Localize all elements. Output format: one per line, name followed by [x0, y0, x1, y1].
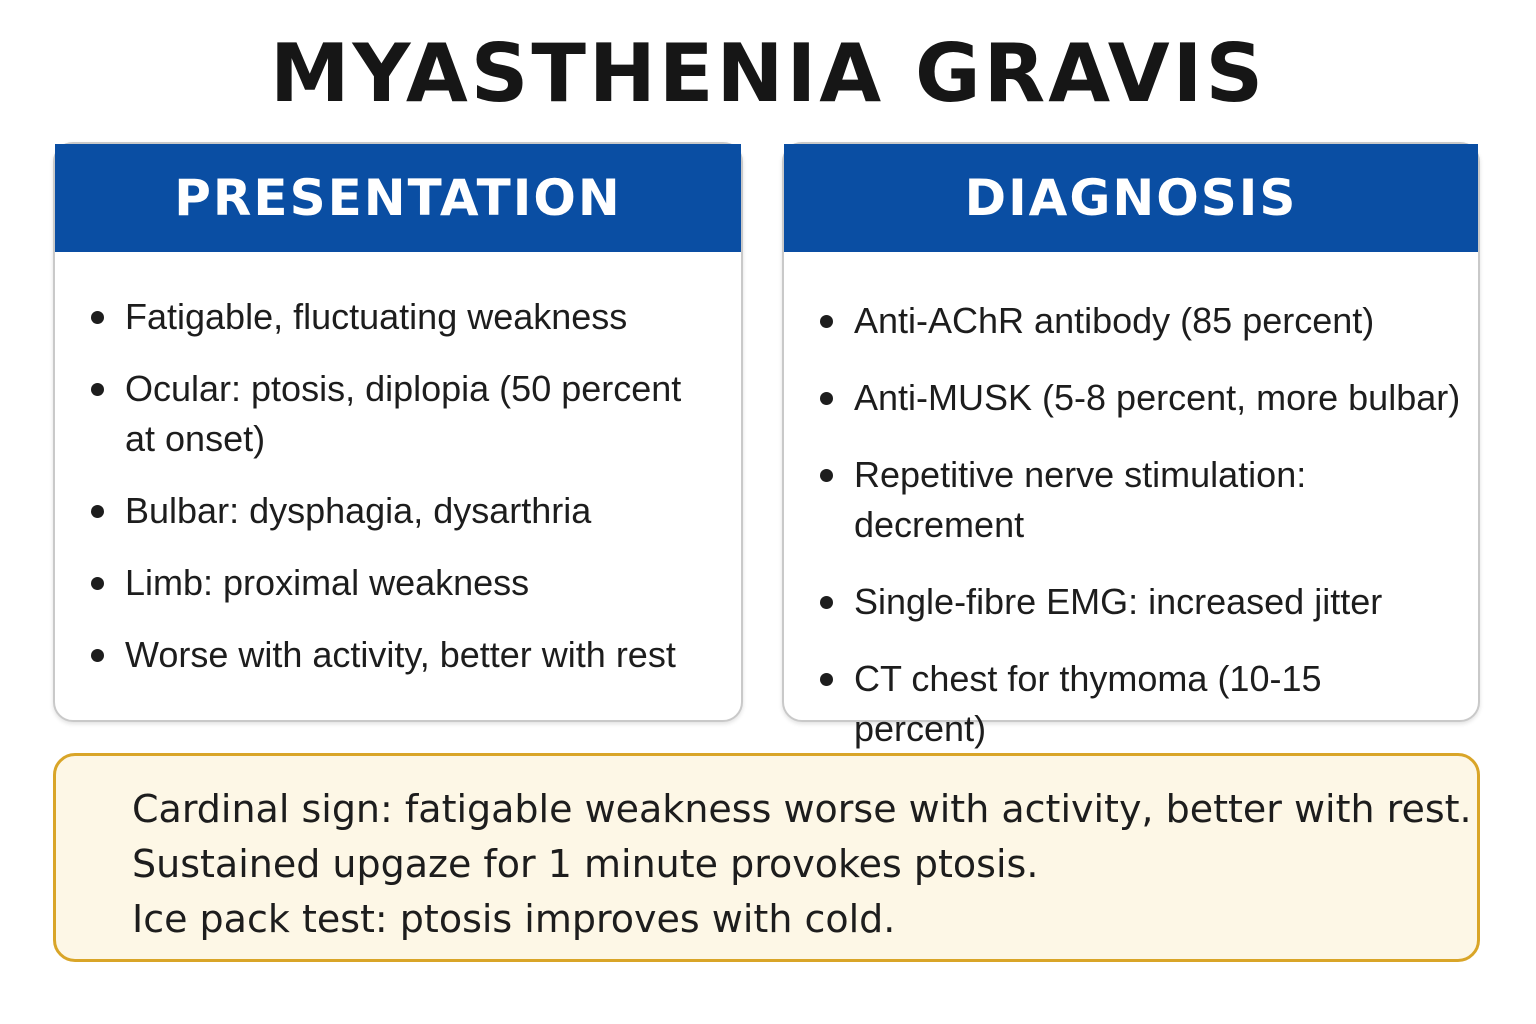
list-item [125, 486, 725, 536]
list-item-text: Single-fibre EMG: increased jitter [854, 581, 1383, 622]
bullet-icon [820, 392, 833, 405]
bullet-icon [91, 383, 104, 396]
presentation-list [55, 252, 741, 680]
list-item [125, 292, 725, 342]
list-item-text: Limb: proximal weakness [125, 562, 530, 603]
diagnosis-header: DIAGNOSIS [784, 144, 1478, 252]
bullet-icon [820, 673, 833, 686]
list-item [854, 654, 1462, 754]
list-item-text: Fatigable, fluctuating weakness [125, 296, 628, 337]
presentation-header: PRESENTATION [55, 144, 741, 252]
list-item-text: Ocular: ptosis, diplopia (50 percent at onset) [125, 368, 682, 459]
list-item-text: CT chest for thymoma (10-15 percent) [854, 658, 1322, 749]
list-item [125, 558, 725, 608]
bullet-icon [91, 649, 104, 662]
list-item [854, 296, 1462, 346]
list-item [854, 373, 1462, 423]
diagnosis-card [782, 142, 1480, 749]
list-item [854, 450, 1462, 550]
list-item [125, 630, 725, 680]
page-title: MYASTHENIA GRAVIS [269, 27, 1267, 120]
note-line: Ice pack test: ptosis improves with cold. [132, 897, 896, 941]
list-item-text: Anti-MUSK (5-8 percent, more bulbar) [854, 377, 1461, 418]
list-item [125, 364, 725, 464]
bullet-icon [820, 469, 833, 482]
list-item-text: Repetitive nerve stimulation: decrement [854, 454, 1307, 545]
diagnosis-list [784, 252, 1478, 754]
list-item [854, 577, 1462, 627]
bullet-icon [91, 577, 104, 590]
cardinal-sign-note [53, 753, 1480, 962]
list-item-text: Anti-AChR antibody (85 percent) [854, 300, 1375, 341]
bullet-icon [91, 505, 104, 518]
bullet-icon [820, 596, 833, 609]
bullet-icon [820, 315, 833, 328]
presentation-card [53, 142, 743, 722]
note-line: Cardinal sign: fatigable weakness worse with activity, better with rest. [132, 787, 1472, 831]
bullet-icon [91, 311, 104, 324]
list-item-text: Worse with activity, better with rest [125, 634, 676, 675]
list-item-text: Bulbar: dysphagia, dysarthria [125, 490, 592, 531]
note-line: Sustained upgaze for 1 minute provokes ptosis. [132, 842, 1039, 886]
